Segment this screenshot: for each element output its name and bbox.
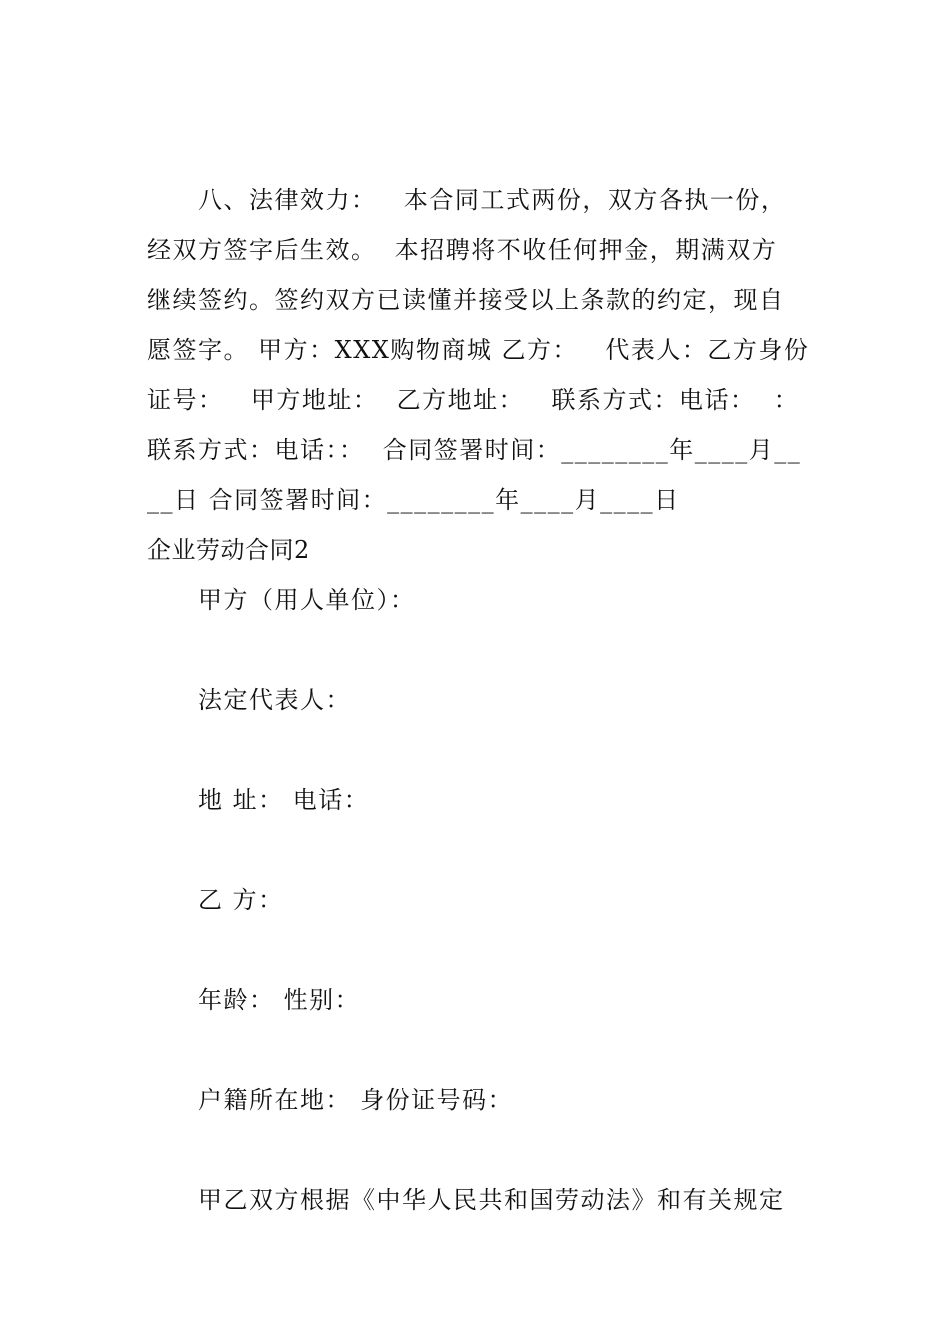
clause8-line-4: 愿签字。 甲方：XXX购物商城 乙方： 代表人：乙方身份 (147, 336, 810, 364)
clause8-line-5: 证号： 甲方地址： 乙方地址： 联系方式：电话： ： (147, 386, 800, 414)
legal-rep-field: 法定代表人： (198, 686, 351, 714)
clause8-line-3: 继续签约。签约双方已读懂并接受以上条款的约定，现自 (147, 286, 785, 314)
contract-basis-text: 甲乙双方根据《中华人民共和国劳动法》和有关规定 (198, 1186, 785, 1214)
party-a-field: 甲方（用人单位）： (198, 586, 416, 614)
clause8-line-1: 八、法律效力： 本合同工式两份，双方各执一份， (198, 186, 787, 214)
clause8-line-7: __日 合同签署时间：________年____月____日 (147, 486, 680, 514)
household-id-field: 户籍所在地： 身份证号码： (198, 1086, 514, 1114)
clause8-line-6: 联系方式：电话：： 合同签署时间：________年____月__ (147, 436, 802, 464)
contract2-title: 企业劳动合同2 (147, 536, 310, 564)
address-phone-field: 地 址： 电话： (198, 786, 370, 814)
age-gender-field: 年龄： 性别： (198, 986, 361, 1014)
clause8-line-2: 经双方签字后生效。 本招聘将不收任何押金，期满双方 (147, 236, 778, 264)
party-b-field: 乙 方： (198, 886, 284, 914)
